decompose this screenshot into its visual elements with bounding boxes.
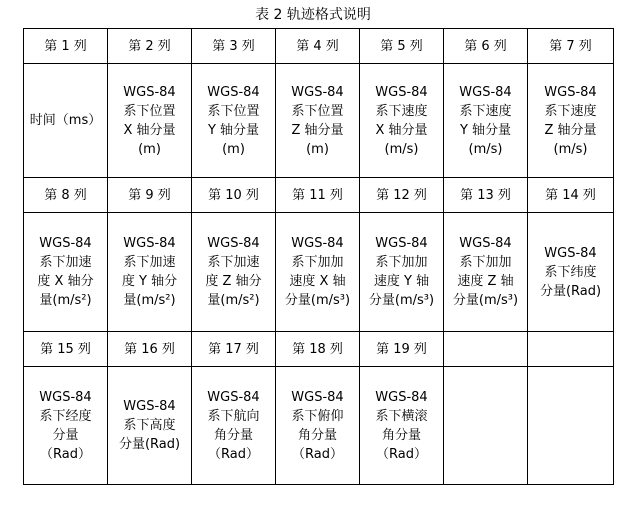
column-description: 时间（ms） xyxy=(24,64,108,178)
empty-cell xyxy=(444,332,528,367)
column-header: 第 15 列 xyxy=(24,332,108,367)
column-description: WGS-84 系下航向 角分量 （Rad） xyxy=(192,367,276,485)
column-description: WGS-84 系下位置 Y 轴分量 (m) xyxy=(192,64,276,178)
column-description: WGS-84 系下速度 Y 轴分量 (m/s) xyxy=(444,64,528,178)
column-description: WGS-84 系下加速 度 Y 轴分 量(m/s²) xyxy=(108,213,192,332)
column-header: 第 5 列 xyxy=(360,29,444,64)
column-description: WGS-84 系下位置 X 轴分量 (m) xyxy=(108,64,192,178)
column-description: WGS-84 系下加加 速度 Y 轴 分量(m/s³) xyxy=(360,213,444,332)
column-header: 第 11 列 xyxy=(276,178,360,213)
column-header: 第 9 列 xyxy=(108,178,192,213)
header-row xyxy=(24,332,614,367)
column-description: WGS-84 系下加速 度 X 轴分 量(m/s²) xyxy=(24,213,108,332)
column-header: 第 7 列 xyxy=(528,29,614,64)
column-header: 第 4 列 xyxy=(276,29,360,64)
description-row xyxy=(24,213,614,332)
column-header: 第 10 列 xyxy=(192,178,276,213)
empty-cell xyxy=(528,367,614,485)
description-row xyxy=(24,64,614,178)
column-header: 第 17 列 xyxy=(192,332,276,367)
empty-cell xyxy=(444,367,528,485)
column-header: 第 8 列 xyxy=(24,178,108,213)
column-description: WGS-84 系下加加 速度 Z 轴 分量(m/s³) xyxy=(444,213,528,332)
format-table xyxy=(23,28,614,485)
column-description: WGS-84 系下加加 速度 X 轴 分量(m/s³) xyxy=(276,213,360,332)
column-description: WGS-84 系下位置 Z 轴分量 (m) xyxy=(276,64,360,178)
column-description: WGS-84 系下经度 分量 （Rad） xyxy=(24,367,108,485)
column-header: 第 1 列 xyxy=(24,29,108,64)
column-description: WGS-84 系下加速 度 Z 轴分 量(m/s²) xyxy=(192,213,276,332)
column-description: WGS-84 系下高度 分量(Rad) xyxy=(108,367,192,485)
column-header: 第 19 列 xyxy=(360,332,444,367)
column-header: 第 16 列 xyxy=(108,332,192,367)
column-description: WGS-84 系下纬度 分量(Rad) xyxy=(528,213,614,332)
description-row xyxy=(24,367,614,485)
header-row xyxy=(24,178,614,213)
column-description: WGS-84 系下俯仰 角分量 （Rad） xyxy=(276,367,360,485)
column-description: WGS-84 系下速度 X 轴分量 (m/s) xyxy=(360,64,444,178)
column-header: 第 14 列 xyxy=(528,178,614,213)
header-row xyxy=(24,29,614,64)
column-header: 第 3 列 xyxy=(192,29,276,64)
column-header: 第 18 列 xyxy=(276,332,360,367)
column-header: 第 13 列 xyxy=(444,178,528,213)
column-description: WGS-84 系下横滚 角分量 （Rad） xyxy=(360,367,444,485)
table-caption: 表 2 轨迹格式说明 xyxy=(255,7,371,23)
column-header: 第 12 列 xyxy=(360,178,444,213)
column-description: WGS-84 系下速度 Z 轴分量 (m/s) xyxy=(528,64,614,178)
column-header: 第 6 列 xyxy=(444,29,528,64)
empty-cell xyxy=(528,332,614,367)
column-header: 第 2 列 xyxy=(108,29,192,64)
